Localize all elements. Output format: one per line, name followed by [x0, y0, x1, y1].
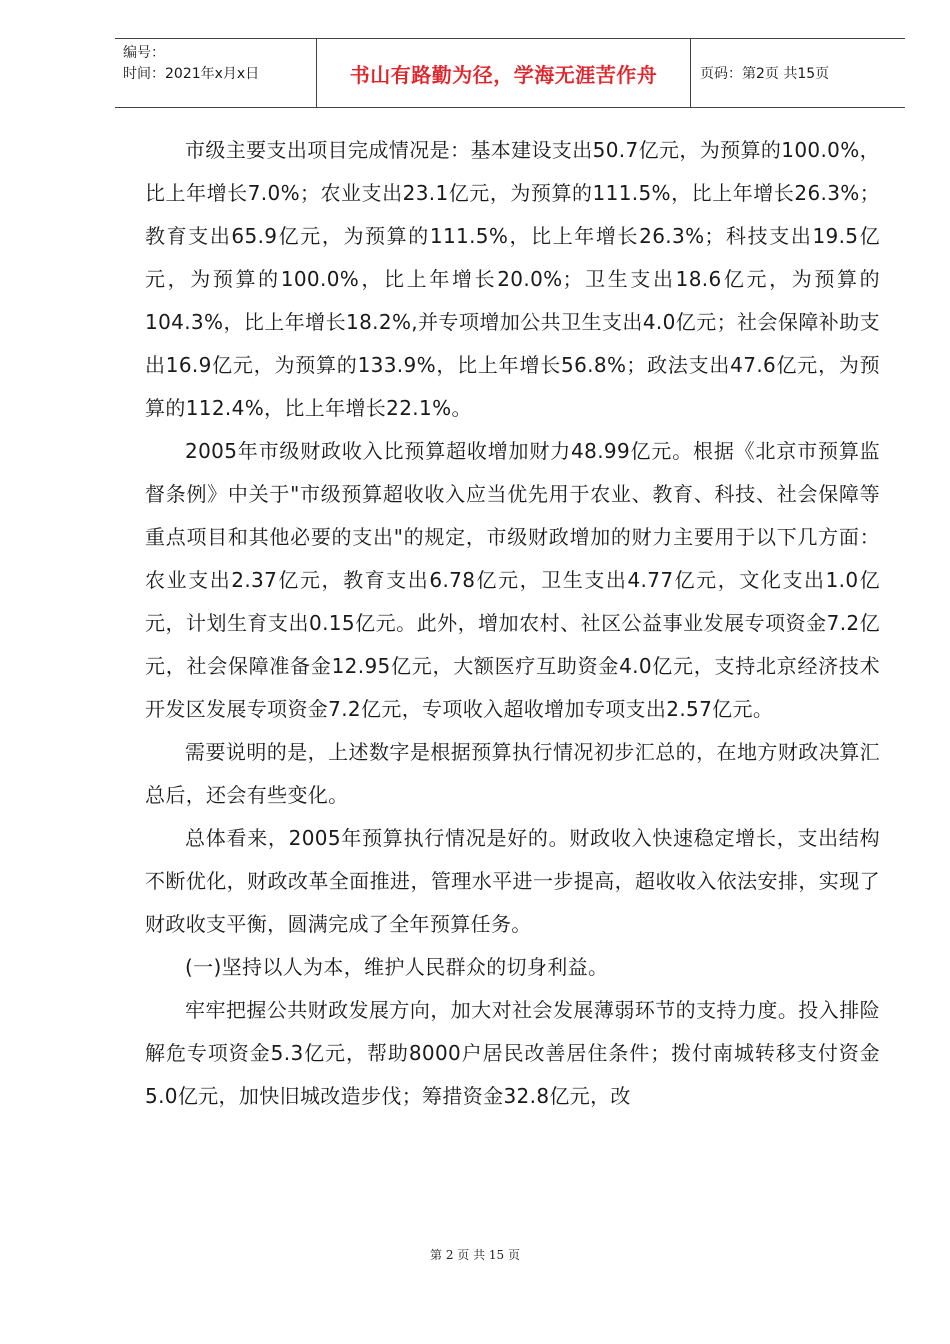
- page-footer: 第 2 页 共 15 页: [430, 1248, 520, 1262]
- header-page-info: 页码：第2页 共15页: [700, 66, 830, 82]
- paragraph: 需要说明的是，上述数字是根据预算执行情况初步汇总的，在地方财政决算汇总后，还会有些变化。: [145, 740, 880, 807]
- header-motto-cell: [317, 39, 691, 107]
- paragraph: 牢牢把握公共财政发展方向，加大对社会发展薄弱环节的支持力度。投入排险解危专项资金5.3亿元，帮助8000户居民改善居住条件；拨付南城转移支付资金5.0亿元，加快旧城改造步伐；筹措资金32.8亿元，改: [145, 998, 880, 1108]
- document-number-label: 编号：: [123, 45, 165, 61]
- document-date: 时间：2021年x月x日: [123, 66, 260, 82]
- paragraph: 市级主要支出项目完成情况是：基本建设支出50.7亿元，为预算的100.0%，比上年增长7.0%；农业支出23.1亿元，为预算的111.5%，比上年增长26.3%；教育支出65.9亿元，为预算的111.5%，比上年增长26.3%；科技支出19.5亿元，为预算的100.0%，比上年增长20.0%；卫生支出18.6亿元，为预算的104.3%，比上年增长18.2%,并专项增加公共卫生支出4.0亿元；社会保障补助支出16.9亿元，为预算的133.9%，比上年增长56.8%；政法支出47.6亿元，为预算的112.4%，比上年增长22.1%。: [145, 138, 880, 420]
- header-motto: 书山有路勤为径，学海无涯苦作舟: [349, 62, 658, 87]
- header-meta: [115, 39, 317, 107]
- paragraph: 总体看来，2005年预算执行情况是好的。财政收入快速稳定增长，支出结构不断优化，财政改革全面推进，管理水平进一步提高，超收收入依法安排，实现了财政收支平衡，圆满完成了全年预算任务。: [145, 826, 880, 936]
- section-heading: (一)坚持以人为本，维护人民群众的切身利益。: [185, 955, 609, 979]
- header-page-info-cell: [691, 39, 905, 107]
- paragraph: 2005年市级财政收入比预算超收增加财力48.99亿元。根据《北京市预算监督条例》中关于"市级预算超收收入应当优先用于农业、教育、科技、社会保障等重点项目和其他必要的支出"的规定，市级财政增加的财力主要用于以下几方面：农业支出2.37亿元，教育支出6.78亿元，卫生支出4.77亿元，文化支出1.0亿元，计划生育支出0.15亿元。此外，增加农村、社区公益事业发展专项资金7.2亿元，社会保障准备金12.95亿元，大额医疗互助资金4.0亿元，支持北京经济技术开发区发展专项资金7.2亿元，专项收入超收增加专项支出2.57亿元。: [145, 439, 880, 721]
- page-header: [115, 38, 905, 108]
- document-body: [145, 129, 880, 1118]
